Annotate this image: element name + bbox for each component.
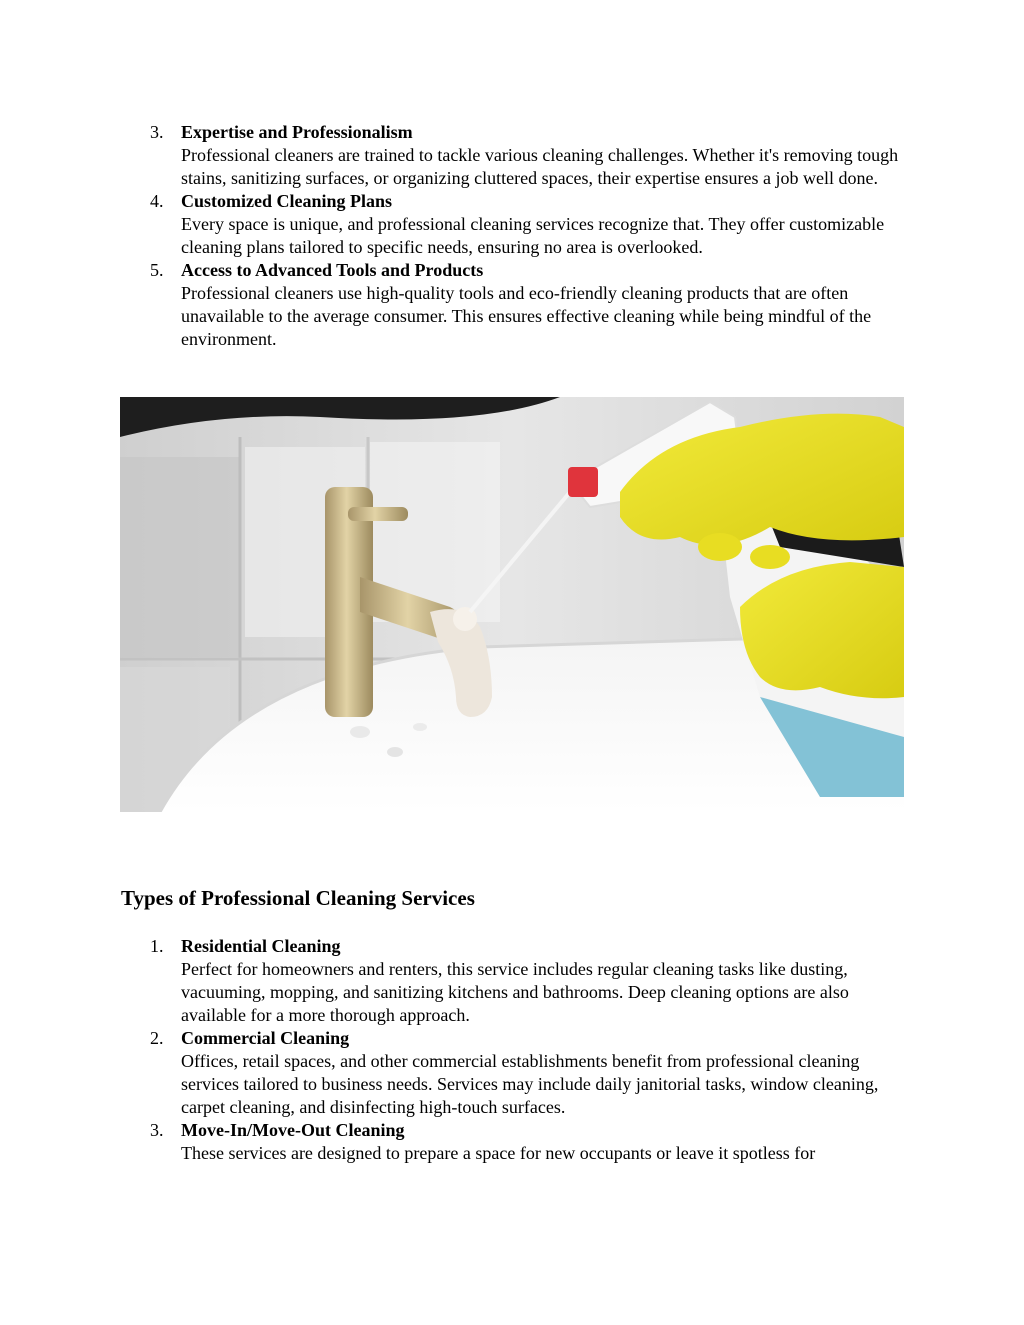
list-item-body: Professional cleaners use high-quality tools and eco-friendly cleaning products that are often unavailable to the average consumer. This ensures effective cleaning while being mindful of the environment.	[181, 283, 872, 349]
list-item-title: Commercial Cleaning	[181, 1028, 350, 1048]
list-item	[0, 259, 901, 351]
service-types-list	[0, 935, 1024, 1165]
list-item-body: Offices, retail spaces, and other commercial establishments benefit from professional cleaning services tailored to business needs. Services may include daily janitorial tasks, window cleaning, carpet cleaning, and disinfecting high-touch surfaces.	[181, 1051, 879, 1117]
list-item-number: 3.	[150, 122, 164, 142]
list-item-title: Customized Cleaning Plans	[181, 191, 393, 211]
list-item-body: Perfect for homeowners and renters, this service includes regular cleaning tasks like dusting, vacuuming, mopping, and sanitizing kitchens and bathrooms. Deep cleaning options are also available for a more thorough approach.	[181, 959, 849, 1025]
section-title: Types of Professional Cleaning Services	[121, 886, 475, 910]
list-item-body: Professional cleaners are trained to tackle various cleaning challenges. Whether it's removing tough stains, sanitizing surfaces, or organizing cluttered spaces, their expertise ensures a job well done.	[181, 145, 899, 188]
list-item-number: 4.	[150, 191, 164, 211]
list-item-body: Every space is unique, and professional cleaning services recognize that. They offer customizable cleaning plans tailored to specific needs, ensuring no area is overlooked.	[181, 214, 885, 257]
list-item-title: Access to Advanced Tools and Products	[181, 260, 484, 280]
list-item-title: Move-In/Move-Out Cleaning	[181, 1120, 405, 1140]
list-item-title: Expertise and Professionalism	[181, 122, 413, 142]
list-item-number: 5.	[150, 260, 164, 280]
cleaning-photo	[120, 397, 904, 812]
list-item	[0, 1119, 901, 1165]
list-item	[0, 1027, 901, 1119]
list-item-number: 3.	[150, 1120, 164, 1140]
list-item-title: Residential Cleaning	[181, 936, 341, 956]
cleaning-photo-illustration	[120, 397, 904, 812]
list-item	[0, 121, 901, 190]
list-item-number: 2.	[150, 1028, 164, 1048]
list-item-body: These services are designed to prepare a space for new occupants or leave it spotless for	[181, 1143, 816, 1163]
list-item-number: 1.	[150, 936, 164, 956]
list-item	[0, 935, 901, 1027]
list-item	[0, 190, 901, 259]
benefits-list	[0, 121, 1024, 351]
